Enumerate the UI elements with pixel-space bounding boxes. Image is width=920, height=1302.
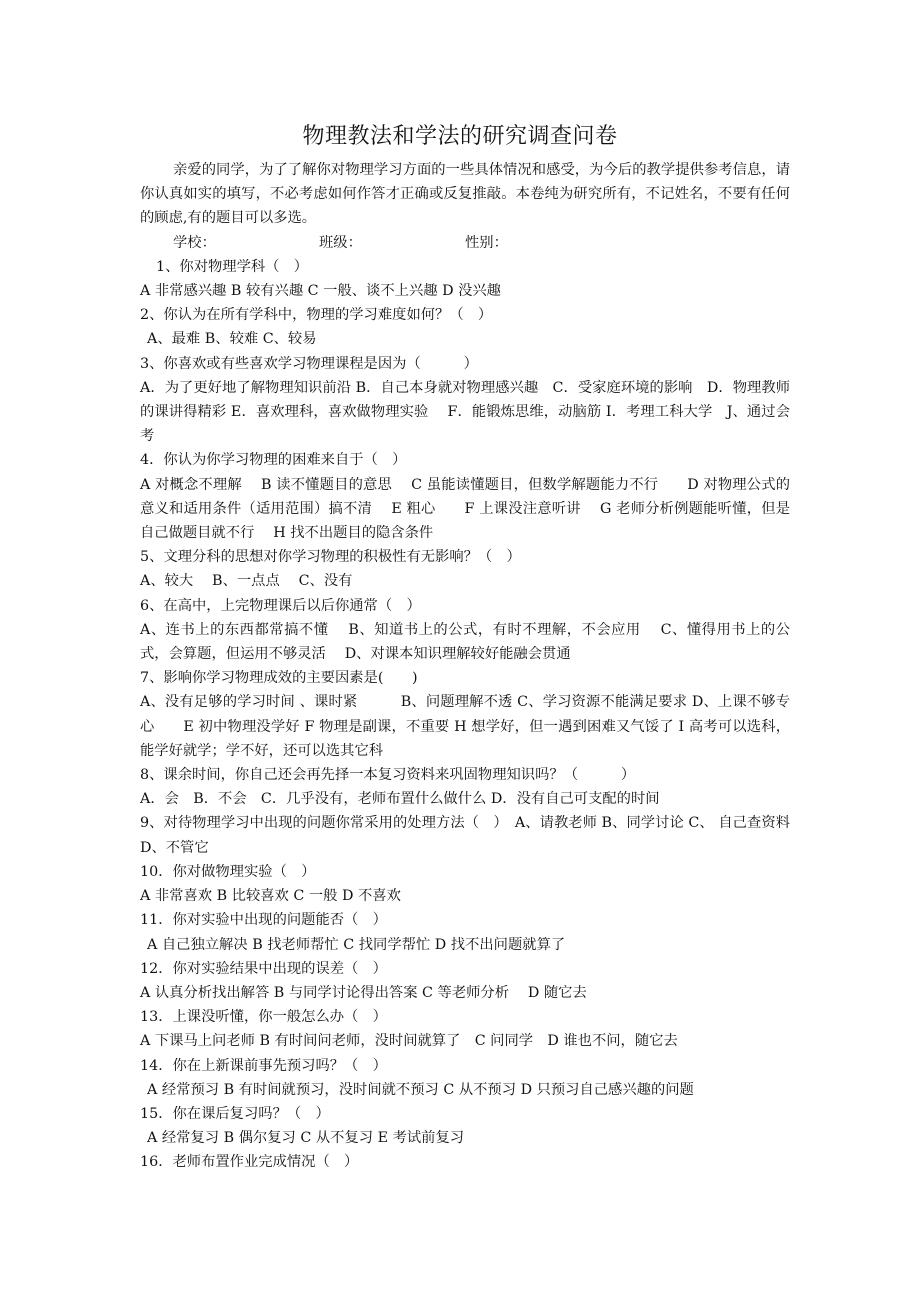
page-title: 物理教法和学法的研究调查问卷 (302, 124, 618, 149)
question-2: 2、你认为在所有学科中，物理的学习难度如何？（ ） (140, 307, 493, 324)
class-label: 班级： (319, 234, 362, 251)
question-16: 16．老师布置作业完成情况（ ） (140, 1154, 359, 1171)
gender-label: 性别： (465, 234, 508, 251)
question-1: 1、你对物理学科（ ） (156, 258, 309, 275)
question-7-options: A、没有足够的学习时间 、课时紧 B、问题理解不透 C、学习资源不能满足要求 D、上课不够专心 E 初中物理没学好 F 物理是副课，不重要 H 想学好，但一遇到困难又气馁了 I 高考可以选科，能学好就学；学不好，还可以选其它科 (140, 694, 790, 759)
question-12-options: A 认真分析找出解答 B 与同学讨论得出答案 C 等老师分析 D 随它去 (140, 984, 587, 1001)
document-body (140, 158, 790, 1175)
question-4-options: A 对概念不理解 B 读不懂题目的意思 C 虽能读懂题目，但数学解题能力不行 D 对物理公式的意义和适用条件（适用范围）搞不清 E 粗心 F 上课没注意听讲 G 老师分析例题能听懂，但是自己做题目就不行 H 找不出题目的隐含条件 (140, 476, 790, 542)
question-15: 15．你在课后复习吗？（ ） (140, 1105, 330, 1122)
question-10: 10．你对做物理实验（ ） (140, 863, 316, 880)
question-5: 5、文理分科的思想对你学习物理的积极性有无影响？（ ） (140, 549, 521, 566)
question-15-options: A 经常复习 B 偶尔复习 C 从不复习 E 考试前复习 (147, 1130, 465, 1147)
question-12: 12．你对实验结果中出现的误差（ ） (140, 960, 387, 977)
question-13-options: A 下课马上问老师 B 有时间问老师，没时间就算了 C 问同学 D 谁也不问，随它去 (140, 1033, 678, 1050)
question-10-options: A 非常喜欢 B 比较喜欢 C 一般 D 不喜欢 (140, 888, 401, 905)
question-11-options: A 自己独立解决 B 找老师帮忙 C 找同学帮忙 D 找不出问题就算了 (147, 936, 566, 953)
question-1-options: A 非常感兴趣 B 较有兴趣 C 一般、谈不上兴趣 D 没兴趣 (140, 283, 501, 300)
question-8: 8、课余时间，你自己还会再先择一本复习资料来巩固物理知识吗？（ ） (140, 767, 636, 784)
question-9: 9、对待物理学习中出现的问题你常采用的处理方法（ ） A、请教老师 B、同学讨论 C、 自己查资料 D、不管它 (140, 815, 790, 856)
question-3-options: A．为了更好地了解物理知识前沿 B．自己本身就对物理感兴趣 C．受家庭环境的影响 D．物理教师的课讲得精彩 E．喜欢理科，喜欢做物理实验 F．能锻炼思维，动脑筋 I．考理工科大学 J、通过会考 (140, 379, 790, 445)
question-7: 7、影响你学习物理成效的主要因素是( ) (140, 670, 418, 687)
school-label: 学校： (173, 234, 216, 251)
question-8-options: A．会 B．不会 C．几乎没有，老师布置什么做什么 D．没有自己可支配的时间 (140, 791, 660, 808)
question-14-options: A 经常预习 B 有时间就预习，没时间就不预习 C 从不预习 D 只预习自己感兴趣的问题 (147, 1081, 694, 1098)
question-6-options: A、连书上的东西都常搞不懂 B、知道书上的公式，有时不理解，不会应用 C、懂得用书上的公式，会算题，但运用不够灵活 D、对课本知识理解较好能融会贯通 (140, 621, 790, 663)
question-3: 3、你喜欢或有些喜欢学习物理课程是因为（ ） (140, 355, 478, 372)
question-11: 11．你对实验中出现的问题能否（ ） (140, 912, 387, 929)
question-4: 4．你认为你学习物理的困难来自于（ ） (140, 452, 407, 469)
question-14: 14．你在上新课前事先预习吗？（ ） (140, 1057, 387, 1074)
intro-paragraph: 亲爱的同学，为了了解你对物理学习方面的一些具体情况和感受，为今后的教学提供参考信息，请你认真如实的填写，不必考虑如何作答才正确或反复推敲。本卷纯为研究所有，不记姓名，不要有任何的顾虑,有的题目可以多选。 (140, 162, 790, 227)
question-13: 13．上课没听懂，你一般怎么办（ ） (140, 1009, 387, 1026)
question-2-options: A、最难 B、较难 C、较易 (147, 331, 317, 348)
student-info-row (140, 231, 790, 255)
question-6: 6、在高中，上完物理课后以后你通常（ ） (140, 597, 421, 614)
question-5-options: A、较大 B、一点点 C、没有 (140, 573, 353, 590)
